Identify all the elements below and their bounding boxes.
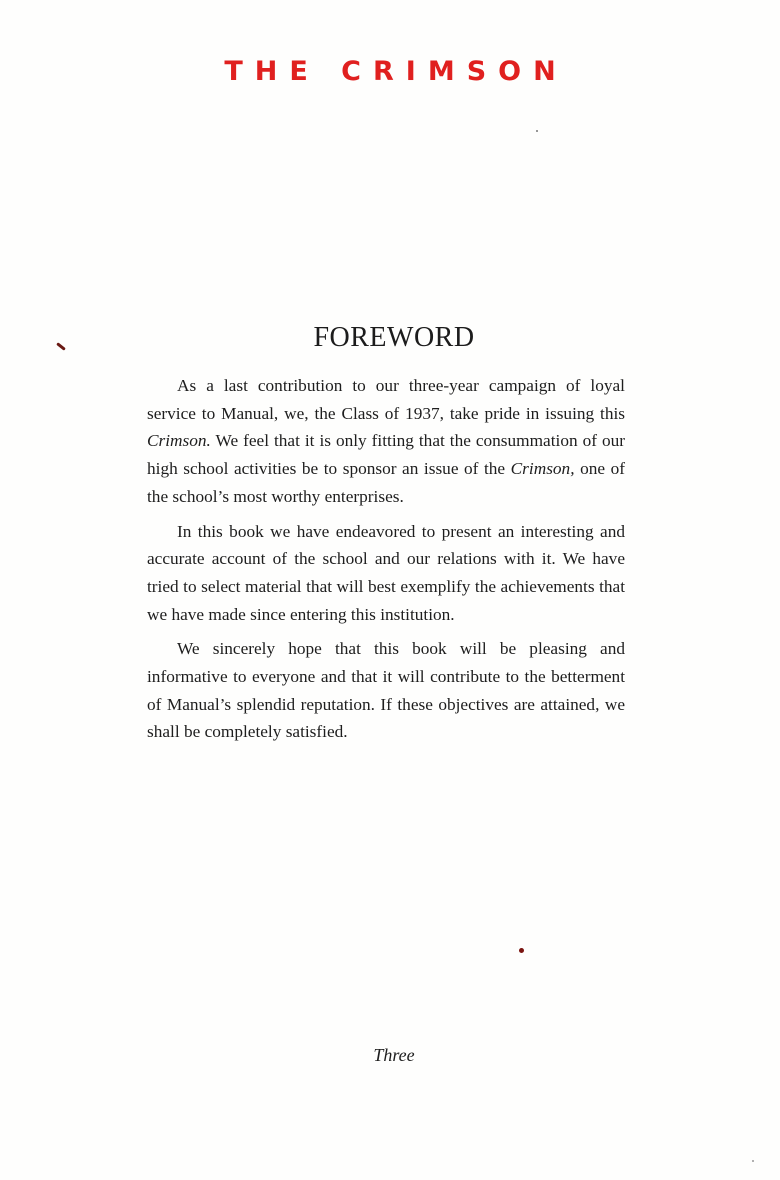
page-number: Three (373, 1045, 415, 1065)
paragraph-1-text-a: As a last contribution to our three-year campaign of loyal service to Manual, we, the Class of 1937, take pride in issuing this (147, 376, 625, 423)
foreword-paragraph-2: In this book we have endeavored to present an interesting and accurate account of the school and our relations with it. We have tried to select material that will best exemplify the achievements that we have made since entering this institution. (147, 521, 625, 624)
masthead-title: THE CRIMSON (224, 56, 568, 87)
paragraph-1-text-b: We feel that it is only fitting that the consummation of our high school activities be to sponsor an issue of the (147, 431, 625, 479)
foreword-body (147, 372, 625, 753)
foreword-paragraph-1 (147, 372, 625, 511)
paragraph-1-text-c: one of the school’s most worthy enterprises. (147, 459, 625, 506)
foreword-paragraph-3: We sincerely hope that this book will be pleasing and informative to everyone and that it will contribute to the betterment of Manual’s splendid reputation. If these objectives are attained, we shall be completely satisfied. (147, 639, 625, 742)
ink-speck (519, 948, 524, 953)
ink-speck (752, 1160, 754, 1162)
ink-speck (536, 130, 538, 132)
foreword-heading: FOREWORD (313, 322, 475, 353)
crimson-italic-1: Crimson. (147, 431, 211, 451)
crimson-italic-2: Crimson, (510, 459, 575, 479)
